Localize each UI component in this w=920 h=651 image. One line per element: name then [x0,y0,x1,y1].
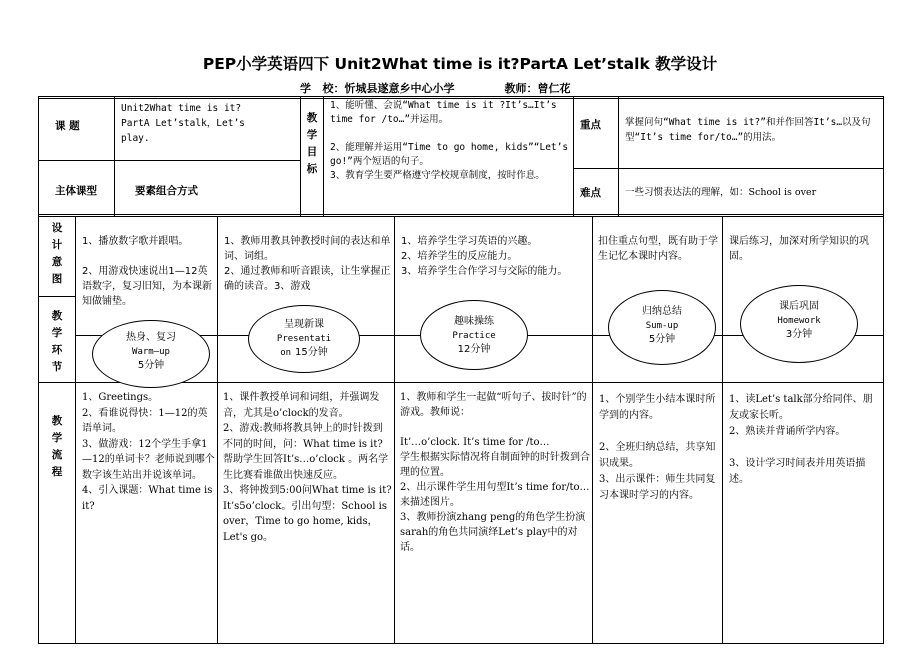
process-col2: 1、课件教授单词和词组，并强调发音，尤其是o’clock的发音。 2、游戏:教师将教具钟上的时针拨到不同的时间，问：What time is it?帮助学生回答It’s…o’clock 。两名学生比赛看谁做出快速反应。 3、将钟拨到5:00问What time is it? It’s5o’clock。引出句型：School is over，Time to go home, kids，Let's go。 [223,392,392,543]
step-oval-practice [420,300,528,370]
key-point-label: 重点 [580,119,601,131]
school-name: 学 校：忻城县遂意乡中心小学 [300,82,455,95]
lesson-type-label: 主体课型 [55,185,97,197]
process-label [50,413,64,481]
step-oval-sumup [608,290,716,365]
step-en: Presentati [276,334,332,344]
topic-value: Unit2What time is it? PartA Let’stalk，Let’s play. [121,103,245,144]
step-time: 12分钟 [457,344,491,355]
design-label-text: 设计意图 [51,222,63,285]
design-col1 [82,234,215,309]
school-info [300,80,571,96]
objective-item: 1、能听懂、会说“What time is it ?It’s…It’s time for /to…”并运用。 [330,100,557,125]
objective-item: 2、能理解并运用“Time to go home, kids”“Let’s go!”两个短语的句子。 [330,142,569,167]
design-col5: 课后练习，加深对所学知识的巩固。 [729,236,869,262]
document-title: PEP小学英语四下 Unit2What time is it?PartA Let’stalk 教学设计 [202,55,718,73]
design-col1-text: 1、播放数字歌并跟唱。 2、用游戏快速说出1—12英语数字，复习旧知，为本课新知做铺垫。 [82,236,212,307]
step-en: Warm—up [132,347,170,357]
step-cn: 课后巩固 [779,301,819,312]
step-en: Homework [777,316,821,326]
steps-label [50,308,64,376]
step-en: Practice [452,331,496,341]
design-col4: 扣住重点句型，既有助于学生记忆本课时内容。 [598,236,718,262]
topic-label: 课 题 [55,120,80,132]
design-col3: 1、培养学生学习英语的兴趣。 2、培养学生的反应能力。 3、培养学生合作学习与交际的能力。 [401,236,568,277]
step-cn: 热身、复习 [126,332,176,343]
step-cn: 呈现新课 [284,319,324,330]
step-oval-warmup [92,320,210,388]
step-oval-homework [740,285,858,363]
step-time: 3分钟 [785,329,813,340]
process-label-text: 教学流程 [51,415,63,478]
process-col3: 1、教师和学生一起做“听句子、拔时针”的游戏。教师说： It’…o’clock. It’s time for /to… 学生根据实际情况将自制面钟的时针拨到合理的位置。 2、出示课件学生用句型It’s time for/to…来描述图片。 3、教师扮演zhang peng的角色学生扮演sarah的角色共同演绎Let’s play中的对话。 [400,392,590,553]
steps-label-text: 教学环节 [51,310,63,373]
objective-item: 3、教育学生要严格遵守学校规章制度，按时作息。 [330,170,545,181]
design-col2: 1、教师用教具钟教授时间的表达和单词、词组。 2、通过教师和听音跟读，让生掌握正确的读音。3、游戏 [224,236,391,292]
difficulty-value: 一些习惯表达法的理解，如：School is over [625,187,817,198]
process-col5: 1、读Let’s talk部分给同伴、朋友或家长听。 2、熟读并背诵所学内容。 3、设计学习时间表并用英语描述。 [729,394,873,485]
process-col1: 1、Greetings。 2、看谁说得快：1—12的英语单词。 3、做游戏：12个学生手拿1—12的单词卡？老师说到哪个数字该生站出并说该单词。 4、引入课题：What time is it? [82,392,215,512]
step-cn: 趣味操练 [454,316,494,327]
step-en: Sum-up [645,321,679,331]
objectives-label-text: 教学目标 [306,112,318,175]
step-cn: 归纳总结 [642,306,682,317]
objectives-label [305,110,319,178]
step-time: 15分钟 [295,347,328,358]
step-en2: on [280,348,292,358]
difficulty-label: 难点 [580,187,601,199]
step-time: 5分钟 [648,334,676,345]
key-point-value: 掌握问句“What time is it?”和并作回答It’s…以及句型“It’s time for/to…”的用法。 [625,117,871,143]
objectives-list [330,99,570,183]
lesson-type-value: 要素组合方式 [135,185,198,197]
process-col4: 1、个别学生小结本课时所学到的内容。 2、全班归纳总结，共享知识成果。 3、出示课件：师生共同复习本课时学习的内容。 [599,394,716,501]
step-oval-presentation [248,305,360,373]
teacher-name: 教师：曾仁花 [504,82,571,95]
design-label [50,220,64,288]
step-time: 5分钟 [137,360,165,371]
